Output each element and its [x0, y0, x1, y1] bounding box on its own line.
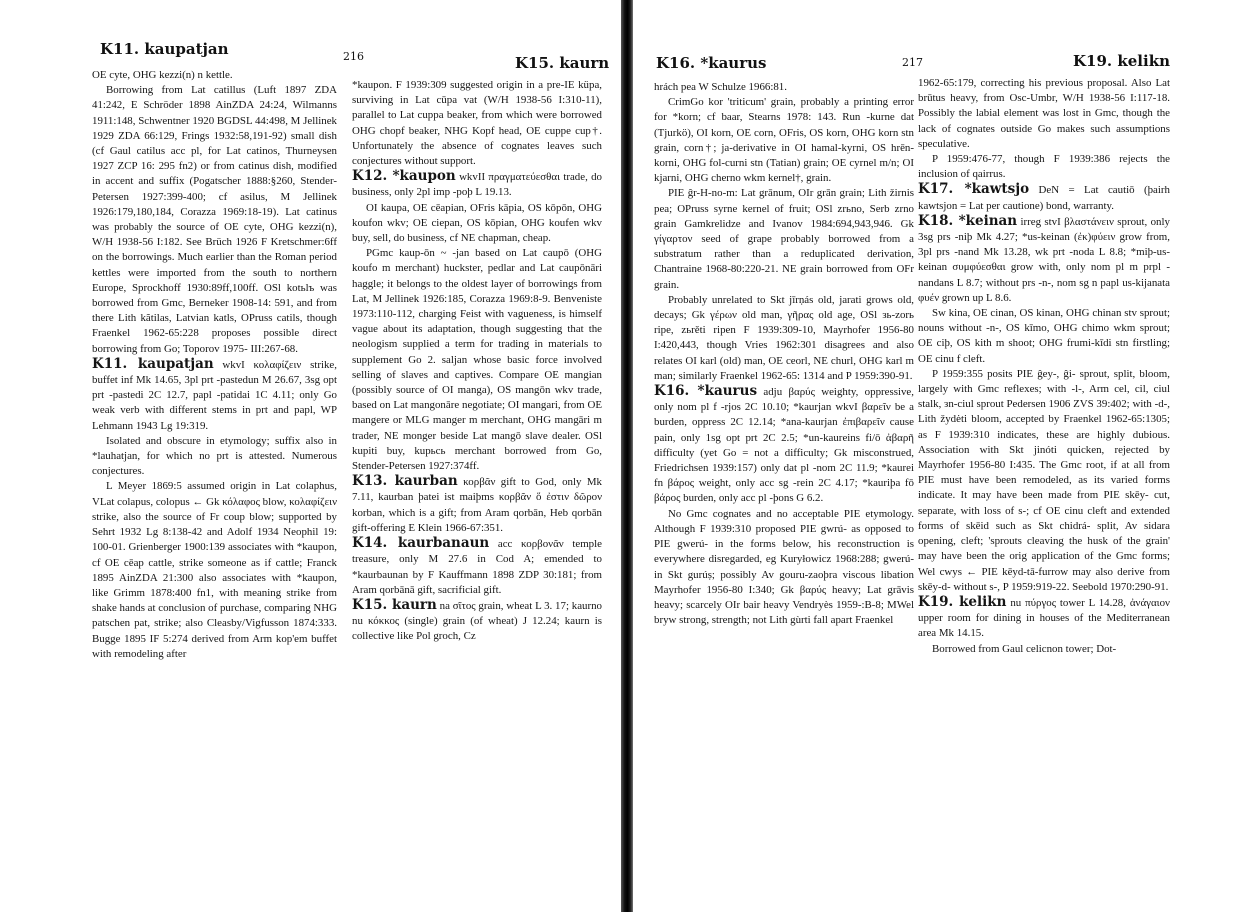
entry-k12 — [352, 169, 602, 200]
running-head-left: K11. kaupatjan — [100, 40, 229, 58]
entry-k17 — [918, 182, 1170, 213]
paragraph: 1962-65:179, correcting his previous proposal. Also Lat brūtus heavy, from Osc-Umbr, W/H 1938-56 I:117-18. Possibly the labial element was lost in Gmc, though the lack of cognates outside Go makes such assumptions speculative. — [918, 77, 1170, 150]
entry-body: irreg stvI βλαστάνειν sprout, only 3sg prs -niþ Mk 4.27; *us-keinan (ἐκ)φύειν grow from, 3pl prs -nand Mk 13.28, wk prt -noda L 8.8; *miþ-us-keinan συμφύεσθαι grow with, only nom pl m prpl -nandans L 8.7; without prs -n-, nom sg n papl us-kijanata φυέν grown up L 8.6. — [918, 215, 1170, 304]
paragraph: hrách pea W Schulze 1966:81. — [654, 81, 787, 93]
paragraph: P 1959:355 posits PIE ĝey-, ĝi- sprout, split, bloom, largely with Gmc reflexes; with -l-, Arm cel, cil, ciul stalk, зn-ciul sprout Pedersen 1906 ZVS 39:402; with -d-, Lith žydėti bloom, accepted by Fraenkel 1962-65:1305; as F 1939:310 indicates, these are highly dubious. Association with Skt jinóti quicken, rejected by Mayrhofer 1956-80 I:435. The Gmc root, if at all from PIE must have been remodeled, as its varied forms indicate. It may have been made from PIE skēy- cut, separate, with loss of s-; cf OE cinu cleft and extended forms of skēid such as Skt chidrá- split, Av sidara opening, cleft; 'sprouts cleaving the husk of the grain' may have been the orig application of the Gmc forms; Wel cwys ← PIE kēyd-tā-furrow may also derive from skēy-d- without s-, P 1959:919-22. Seebold 1970:290-91. — [918, 367, 1170, 593]
paragraph: Borrowed from Gaul celicnon tower; Dot- — [932, 642, 1117, 655]
entry-body: na σῖτος grain, wheat L 3. 17; kaurno nu κόκκος (single) grain (of wheat) J 12.24; kaurn is collective like Pol groch, Cz — [352, 599, 603, 643]
entry-body: wkvII πραγματεύεσθαι trade, do business, only 2pl imp -poþ L 19.13. — [352, 171, 602, 199]
entry-headword: K14. kaurbanaun — [352, 535, 490, 552]
page-number-right: 217 — [902, 56, 923, 69]
entry-body: adju βαρύς weighty, oppressive, only nom pl f -rjos 2C 10.10; *kaurjan wkvI βαρεῖν be a burden, oppress 2C 12.14; *ana-kaurjan ἐπιβαρεῖν cause pain, only 1sg opt prt 2C 2.5; *un-kaureins fi/ō ἀβαρῆ difficulty (yet Go = not a difficulty; Gk misconstrued, Friedrichsen 1939:157) only dat pl -nom 2C 11.9; *kaurei fn βάρος weight, only acc sg -rein 2C 4.17; *kauriþa fō βάρος burden, only acc pl -þons G 6.2. — [654, 386, 914, 505]
left-page-column-1 — [92, 68, 337, 662]
entry-k16 — [654, 384, 914, 507]
entry-headword: K12. *kaupon — [352, 168, 456, 185]
right-page-column-2 — [918, 76, 1170, 657]
entry-k13 — [352, 474, 602, 536]
entry-k14 — [352, 536, 602, 598]
paragraph: OI kaupa, OE cēapian, OFris kāpia, OS kōpōn, OHG koufon wkv; OE ciepan, OS kōpian, OHG koufen wkv buy, sell, do business, cf NE chapman, cheap. — [352, 201, 602, 245]
page-number-left: 216 — [343, 50, 364, 63]
entry-body: acc κορβονᾶν temple treasure, only M 27.6 in Cod A; emended to *kaurbaunan by F Kauffmann 1898 ZDP 30:181; from Aram qorbānā gift, sacrificial gift. — [352, 538, 602, 596]
paragraph: Probably unrelated to Skt jīrṇás old, jarati grows old, decays; Gk γέρων old man, γῆρας old age, OSl зь-zorь ripe, zьrěti ripen F 1939:309-10, Mayrhofer 1956-80 I:420,443, though Vries 1962:301 disagrees and also relates OI karl (old) man, OE ceorl, NE churl, OHG karl m man; similarly Fraenkel 1962-65: 1314 and P 1959:390-91. — [654, 293, 914, 382]
entry-headword: K11. kaupatjan — [92, 355, 214, 372]
running-head-right: K16. *kaurus — [656, 54, 767, 72]
paragraph: *kaupon. F 1939:309 suggested origin in a pre-IE küpa, surviving in Lat cūpa vat (W/H 1938-56 I:310-11), parallel to Lat cuppa beaker, from which were borrowed OHG chopf beaker, NHG Kopf head, OE cuppe cup†. Unfortunately the absence of cognates leaves such conjectures without support. — [352, 79, 602, 168]
entry-headword: K19. kelikn — [918, 593, 1007, 610]
entry-k11 — [92, 357, 337, 434]
entry-headword: K17. *kawtsjo — [918, 181, 1030, 198]
entry-body: wkvI κολαφίζειν strike, buffet inf Mk 14.65, 3pl prt -pastedun M 26.67, 3sg opt prt -pastedi 2C 12.7, papl -patidai 1C 4.11; only Go weak verb with different stems in prt and papl, WP Lehmann 1943 Lg 19:319. — [92, 358, 337, 432]
paragraph: PGmc kaup-ōn ~ -jan based on Lat caupō (OHG koufo m merchant) huckster, pedlar and Lat caupōnāri haggle; it belongs to the oldest layer of borrowings from Lat, M Jellinek 1926:185, Corazza 1969:8-9. Benveniste 1973:110-112, charging Feist with vagueness, is himself vague about its adaptation, though suggesting that the neologism supplied a term for trading in materials to supplement Go 2. saljan whose basic force involved selling of slaves and captives. Compare OE mangian (possibly source of OI manga), OS mangōn wkv trade, based on Lat mangonāre negotiate; OI mangari, from OE mangere or MLG manger m merchant, OHG mangāri m trader, NE monger beside Lat mangō slave dealer. OSl kupiti buy, kupьcь merchant borrowed from Go, Stender-Petersen 1927:374ff. — [352, 247, 602, 473]
entry-k18 — [918, 214, 1170, 306]
left-page-column-2 — [352, 78, 602, 645]
paragraph: Borrowing from Lat catillus (Luft 1897 ZDA 41:242, E Schröder 1898 AinZDA 24:24, Wilmanns 1911:148, Schwentner 1920 BGDSL 44:498, M Jellinek 1929 ZDA 66:129, Frings 1932:58,191-92) small dish (cf Gaul catilus acc pl, for Lat catinos, Thurneysen 1927 ZCP 16: 295 fn2) or from catinus dish, modified in accent and suffix (Pogatscher 1888:§260, Stender-Petersen 1927:399-400; cf asilus, M Jellinek 1926:179,180,184, Corazza 1969:18-19). Lat catinus was probably the source of OE cyte, OHG kezzi(n), W/H 1938-56 I:182. See Brüch 1926 F Kretschmer:6ff on the borrowings. Much earlier than the Roman period kettles were imported from the south to northern Europe, Sprockhoff 1930:89ff,100ff. OSl kotьlъ was borrowed from Gmc, Berneker 1908-14: 591, and from there Lith kãtilas, Latvian katls, OPruss catils, though Fraenkel 1962-65:228 proposes possible direct borrowing from Go; Toporov 1975- III:267-68. — [92, 84, 337, 355]
right-page-column-1 — [654, 80, 914, 628]
entry-headword: K16. *kaurus — [654, 383, 758, 400]
left-page — [0, 0, 620, 912]
entry-body: κορβᾶν gift to God, only Mk 7.11, kaurban þatei ist maiþms κορβᾶν ὅ ἐστιν δῶρον korban, which is a gift; from Aram qorbān, Heb qorbān gift-offering E Klein 1966-67:351. — [352, 476, 602, 534]
paragraph: Sw kina, OE cinan, OS kinan, OHG chinan stv sprout; nouns without -n-, OS kīmo, OHG chimo wkm sprout; OE ciþ, OS kith m shoot; OHG frumi-kīdi stn firstling; OE cinu f cleft. — [918, 307, 1170, 365]
entry-k19 — [918, 595, 1170, 642]
entry-body: DeN = Lat cautiō (þairh kawtsjon = Lat per cautione) bond, warranty. — [918, 184, 1170, 212]
entry-body: nu πύργος tower L 14.28, ἀνάγαιον upper room for dining in houses of the Mediterranean area Mk 14.15. — [918, 596, 1170, 640]
paragraph: P 1959:476-77, though F 1939:386 rejects the inclusion of qairrus. — [918, 153, 1170, 181]
running-head-left-secondary: K15. kaurn — [515, 54, 610, 72]
paragraph: L Meyer 1869:5 assumed origin in Lat colaphus, VLat colapus, colopus ← Gk κόλαφος blow, κολαφίζειν strike, also the source of Fr coup blow; supported by Sehrt 1932 Lg 8:138-42 and Adolf 1934 Neophil 19: 100-01. Grienberger 1900:139 associates with *kaupon, cf OE cēap cattle, strike someone as if cattle; Franck 1895 AinZDA 21:300 also associates with *kaupon, like Grimm 1878:400 fn1, with meaning strike from shake hands at conclusion of purchase, comparing NHG patschen pat, strike; also Cleasby/Vigfusson 1874:333. Bugge 1895 IF 5:274 derived from Arm kop'em buffet with remodeling after — [92, 480, 337, 660]
paragraph: Isolated and obscure in etymology; suffix also in *lauhatjan, for which no prt is attested. Numerous conjectures. — [92, 434, 337, 478]
entry-headword: K18. *keinan — [918, 212, 1018, 229]
entry-k15 — [352, 598, 602, 645]
entry-headword: K15. kaurn — [352, 596, 437, 613]
running-head-right-secondary: K19. kelikn — [1073, 52, 1170, 70]
right-page — [632, 0, 1246, 912]
entry-headword: K13. kaurban — [352, 473, 458, 490]
paragraph: No Gmc cognates and no acceptable PIE etymology. Although F 1939:310 proposed PIE gwrú- as opposed to PIE gwerú- in the forms below, his reconstruction is everywhere disregarded, eg Kuryłowicz 1968:288; gwerú- in Skt gurúṣ; possibly Av gouru-zaoþra viscous libation Mayrhofer 1956-80 I:340; Gk βαρύς heavy; Lat grāvis heavy; scarcely OIr bair heavy Vendryès 1959-:B-8; MWel bryw strong, strength; not Lith gùrti fall apart Fraenkel — [654, 507, 914, 627]
paragraph: CrimGo kor 'triticum' grain, probably a printing error for *korn; cf baar, Stearns 1978: 143. Run -kurne dat (Tjurkö), OI korn, OE corn, OFris, OS korn, OHG korn stn grain, corn†; ja-derivative in OI hamal-kyrni, OS hrēn-korni, OHG fol-curni stn (Tatian) grain; OE cyrnel m/n; OI kjarni, OHG cherno wkm kernel†, grain. — [654, 96, 914, 185]
paragraph: PIE ĝr-H-no-m: Lat grānum, OIr grān grain; Lith žirnis pea; OPruss syrne kernel of fruit; OSl zrьno, Serb zrno grain Gamkrelidze and Ivanov 1984:694,943,946. Gk γίγαρτον seed of grape probably borrowed from a substratum rather than a reduplicated derivation, Chantraine 1968-80:220-21. NE grain borrowed from OFr grain. — [654, 187, 914, 291]
paragraph: OE cyte, OHG kezzi(n) n kettle. — [92, 69, 233, 81]
